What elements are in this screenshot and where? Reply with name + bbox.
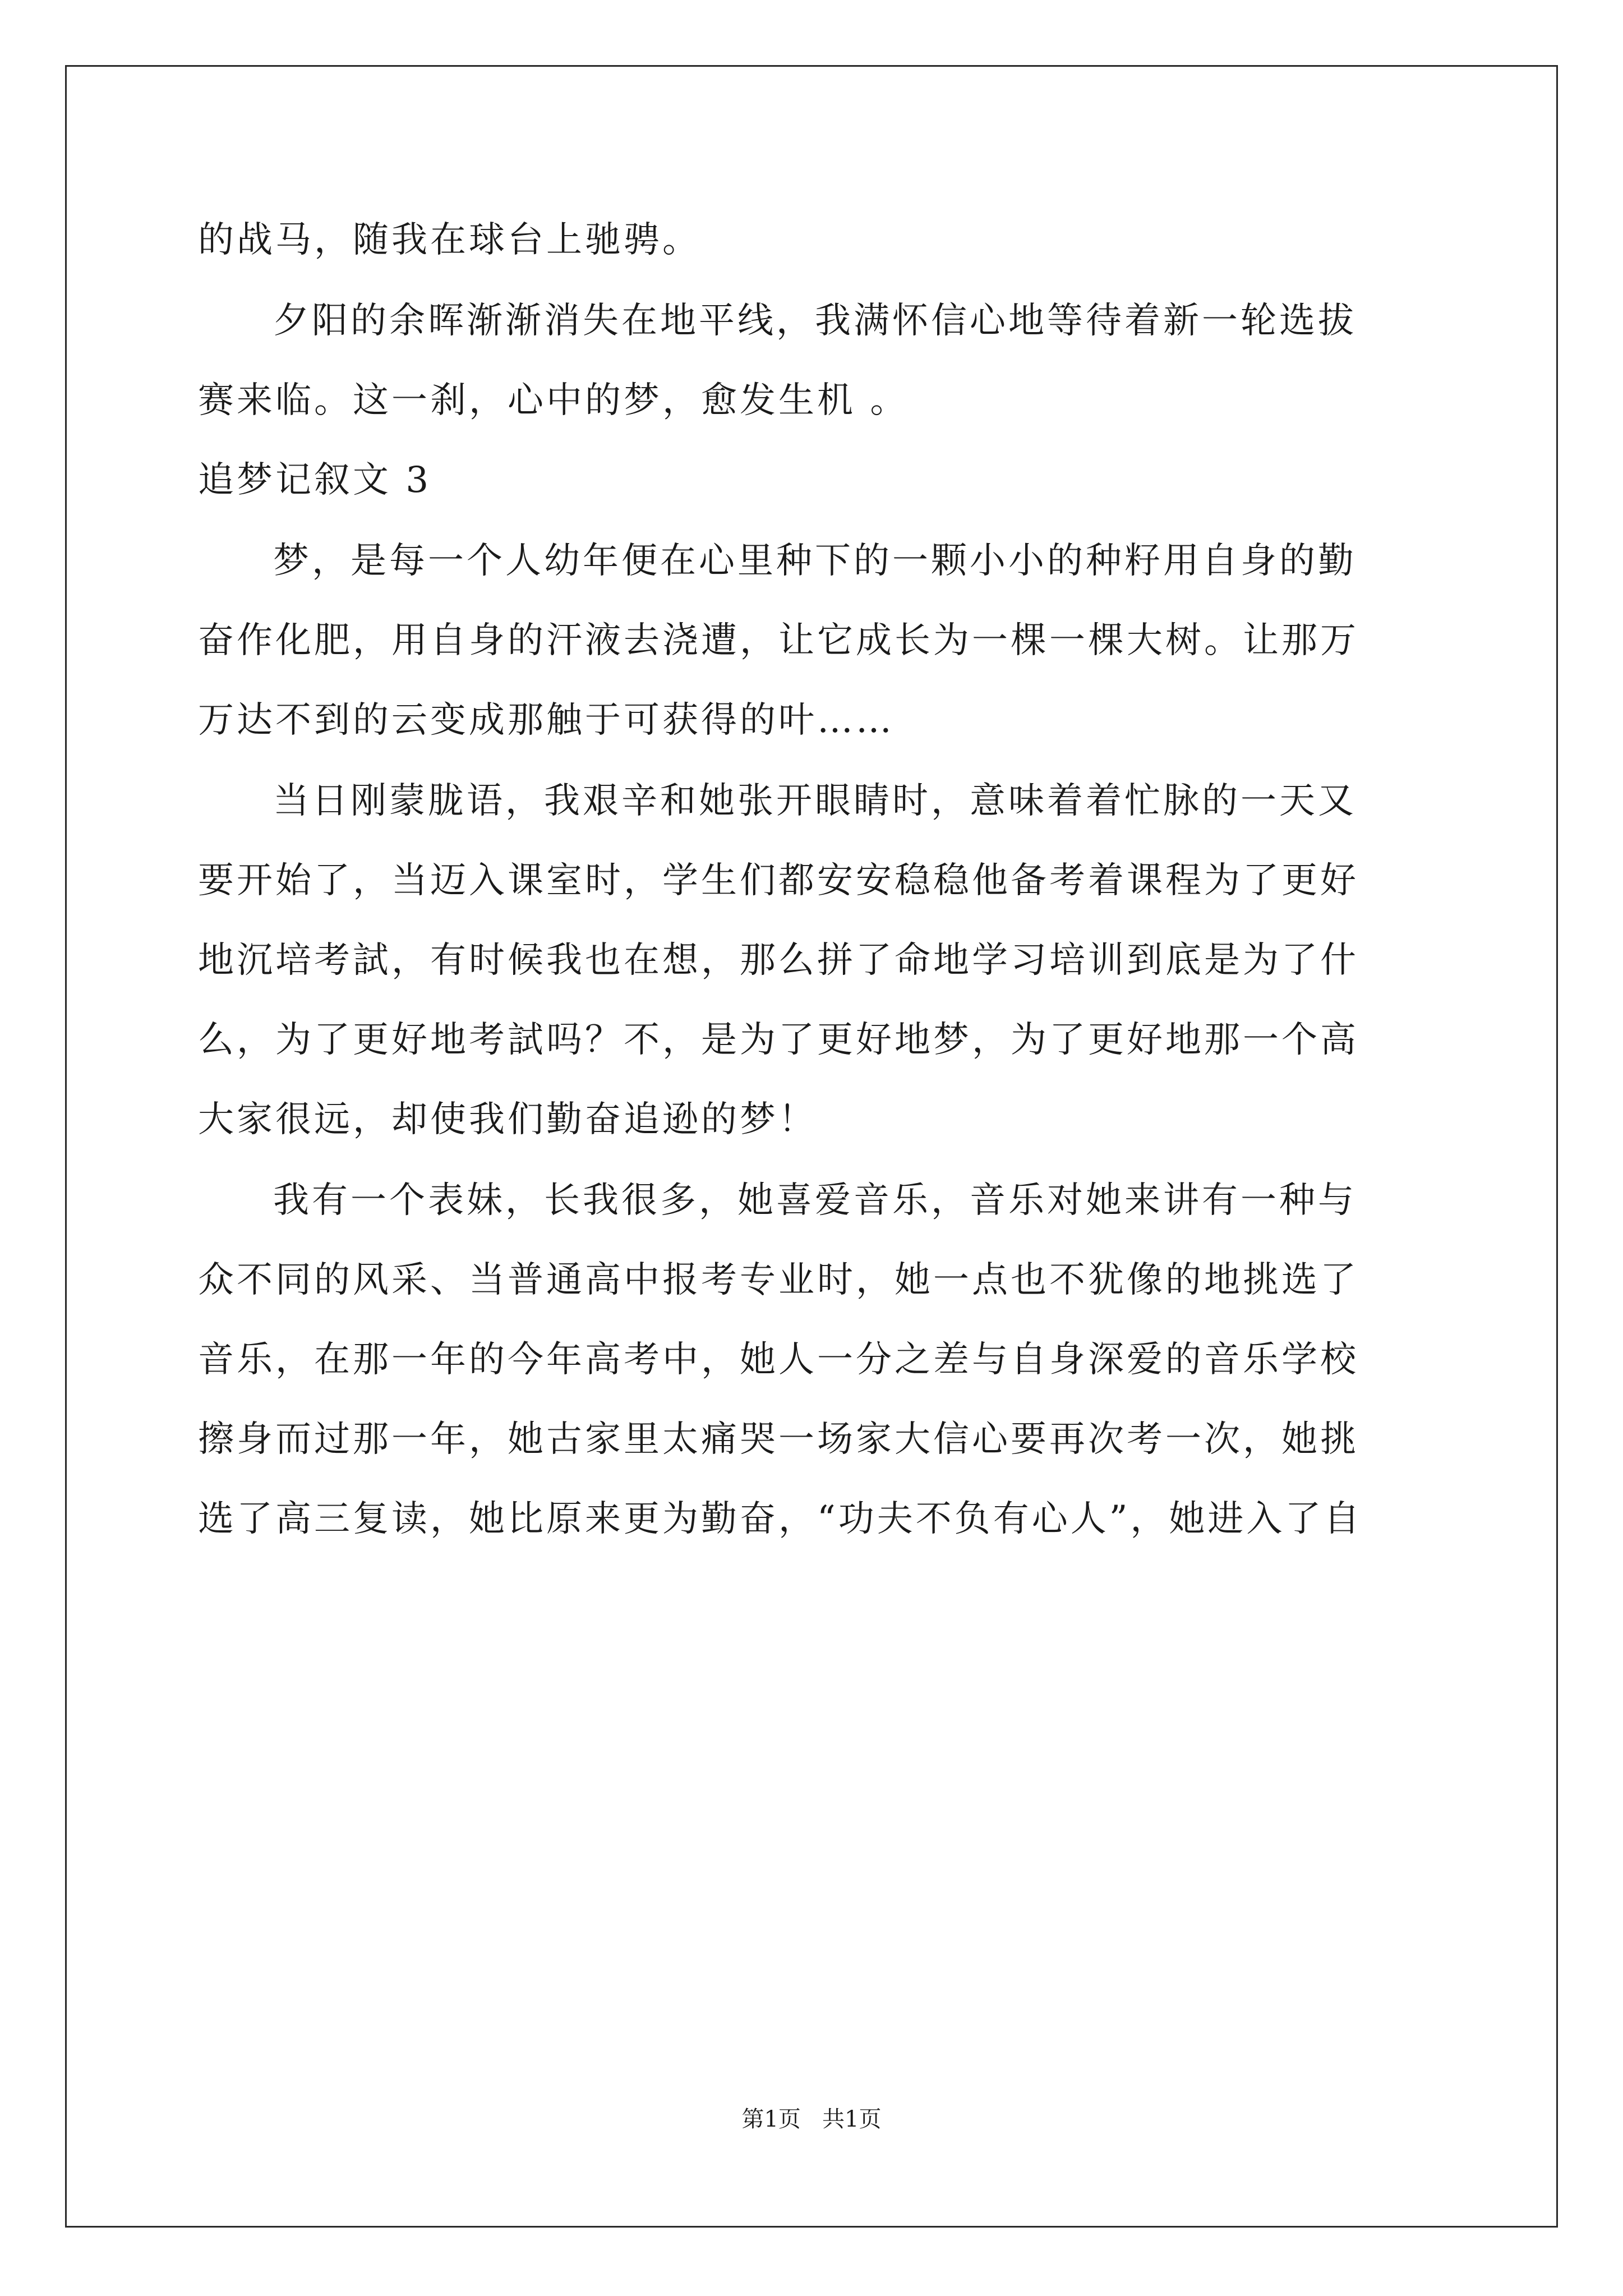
page-footer: 第1页 共1页 (741, 2106, 882, 2132)
paragraph-line: 要开始了，当迈入课室时，学生们都安安稳稳他备考着课程为了更好 (198, 860, 1359, 901)
paragraph-line: 擦身而过那一年，她古家里太痛哭一场家大信心要再次考一次，她挑 (198, 1419, 1359, 1460)
paragraph-line: 么，为了更好地考試吗？不，是为了更好地梦，为了更好地那一个高 (198, 1019, 1359, 1061)
paragraph-line: 梦，是每一个人幼年便在心里种下的一颗小小的种籽用自身的勤 (273, 540, 1357, 582)
paragraph-line: 的战马，随我在球台上驰骋。 (198, 219, 701, 261)
paragraph-line: 选了高三复读，她比原来更为勤奋，“功夫不负有心人”，她进入了自 (198, 1498, 1363, 1540)
paragraph-line: 赛来临。这一刹，心中的梦，愈发生机 。 (198, 380, 909, 421)
paragraph-line: 众不同的风采、当普通高中报考专业时，她一点也不犹像的地挑选了 (198, 1259, 1359, 1301)
paragraph-line: 奋作化肥，用自身的汗液去浇遭，让它成长为一棵一棵大树。让那万 (198, 620, 1359, 661)
paragraph-line: 大家很远，却使我们勤奋追逊的梦！ (198, 1099, 817, 1140)
paragraph-line: 万达不到的云变成那触于可获得的叶…… (198, 700, 895, 741)
paragraph-line: 音乐，在那一年的今年高考中，她人一分之差与自身深爱的音乐学校 (198, 1339, 1359, 1381)
paragraph-line: 夕阳的余晖渐渐消失在地平线，我满怀信心地等待着新一轮选拔 (273, 300, 1357, 342)
paragraph-line: 地沉培考試，有时候我也在想，那么拼了命地学习培训到底是为了什 (198, 940, 1359, 981)
paragraph-line: 当日刚蒙胧语，我艰辛和她张开眼睛时，意味着着忙脉的一天又 (273, 780, 1357, 822)
section-heading: 追梦记叙文 3 (198, 459, 432, 501)
paragraph-line: 我有一个表妹，长我很多，她喜爱音乐，音乐对她来讲有一种与 (273, 1180, 1357, 1221)
